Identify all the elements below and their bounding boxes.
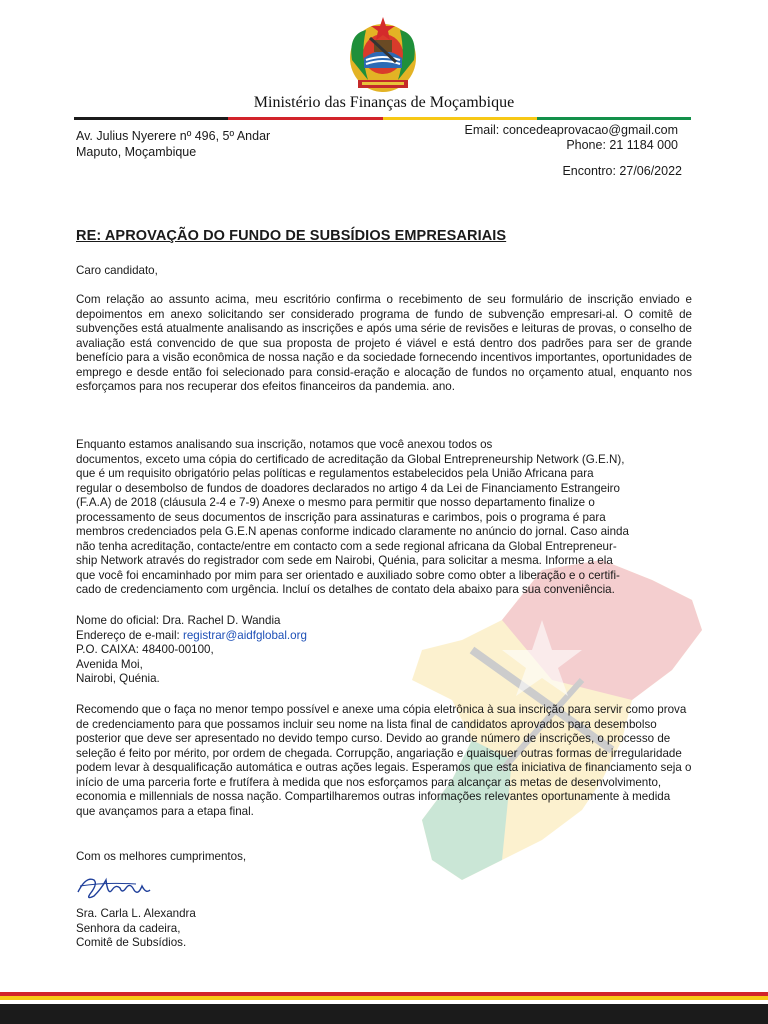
contact-email: Email: concedeaprovacao@gmail.com xyxy=(464,123,678,137)
letter-date: Encontro: 27/06/2022 xyxy=(562,164,682,178)
paragraph-line: membros credenciados pela G.E.N apenas conforme indicado claramente no anúncio do jornal. Caso ainda xyxy=(76,525,629,538)
official-po-box: P.O. CAIXA: 48400-00100, xyxy=(76,643,214,656)
header-color-rule xyxy=(74,117,691,120)
paragraph-accreditation xyxy=(76,438,692,598)
official-contact-block xyxy=(76,614,692,687)
paragraph-line: regular o desembolso de fundos de doadores declarados no artigo 4 da Lei de Financiamento Estrangeiro xyxy=(76,481,620,495)
handwritten-signature xyxy=(76,866,156,904)
contact-info xyxy=(465,123,678,153)
address-line-2: Maputo, Moçambique xyxy=(76,145,197,159)
address-line-1: Av. Julius Nyerere nº 496, 5º Andar xyxy=(76,129,271,143)
paragraph-line: Enquanto estamos analisando sua inscrição, notamos que você anexou todos os xyxy=(76,438,493,451)
ministry-title: Ministério das Finanças de Moçambique xyxy=(253,94,515,111)
paragraph-intro: Com relação ao assunto acima, meu escritório confirma o recebimento de seu formulário de inscrição enviado e depoimentos em anexo solicitando ser considerado programa de fundo de subvenção empresari-al. O comitê de subvenções está atualmente analisando as inscrições e após uma série de revisões e leituras de provas, o conselho de avaliação está convencido de que sua proposta de projeto é viável e está dentro dos padrões para ser de grande benefício para a visão econômica de nossa nação e da sociedade fornecendo incentivos importantes, oportunidades de emprego e desde então foi selecionado para consid-eração e alocação de fundos no orçamento atual, enquanto nos esforçamos para nos recuperar dos efeitos financeiros da pandemia. ano. xyxy=(76,293,692,393)
official-email-row xyxy=(76,629,692,644)
closing-salutation: Com os melhores cumprimentos, xyxy=(76,850,247,863)
sender-address xyxy=(76,128,270,160)
paragraph-line: documentos, exceto uma cópia do certificado de acreditação da Global Entrepreneurship Network (G.E.N), xyxy=(76,452,625,466)
signer-title: Senhora da cadeira, xyxy=(76,921,181,935)
paragraph-line: (F.A.A) de 2018 (cláusula 2-4 e 7-9) Anexe o mesmo para permitir que nosso departamento finalize o xyxy=(76,496,595,509)
official-city: Nairobi, Quénia. xyxy=(76,672,160,685)
paragraph-line: ship Network através do registrador com sede em Nairobi, Quénia, para solicitar a mesma. Informe a ela xyxy=(76,554,613,567)
paragraph-line: processamento de seus documentos de inscrição para assinaturas e carimbos, pois o programa é para xyxy=(76,510,606,524)
greeting: Caro candidato, xyxy=(76,264,158,277)
contact-phone: Phone: 21 1184 000 xyxy=(566,138,678,152)
signer-name: Sra. Carla L. Alexandra xyxy=(76,907,196,920)
official-email-link[interactable]: registrar@aidfglobal.org xyxy=(182,628,307,642)
paragraph-line: que é um requisito obrigatório pelas políticas e regulamentos estabelecidos pela União Africana para xyxy=(76,467,594,480)
official-avenue: Avenida Moi, xyxy=(76,657,143,671)
coat-of-arms-emblem xyxy=(344,14,422,96)
official-email-label: Endereço de e-mail: xyxy=(76,628,183,642)
letter-subject: RE: APROVAÇÃO DO FUNDO DE SUBSÍDIOS EMPRESARIAIS xyxy=(76,228,507,244)
signer-block xyxy=(76,907,692,951)
paragraph-line: não tenha acreditação, contacte/entre em contacto com a sede regional africana da Global Entrepreneur- xyxy=(76,539,617,553)
paragraph-recommendation: Recomendo que o faça no menor tempo possível e anexe uma cópia eletrônica à sua inscrição para servir como prova de credenciamento para que possamos incluir seu nome na lista final de candidatos aprovados para desembolso posterior que deve ser apresentado no devido tempo curso. Devido ao grande número de inscrições, o processo de seleção é feito por mérito, por ordem de chegada. Corrupção, angariação e quaisquer outras formas de irregularidade podem levar à desqualificação automática e outras ações legais. Esperamos que esta iniciativa de financiamento seja o início de uma parceria forte e frutífera à medida que nos esforçamos para alcançar as metas de desenvolvimento, economia e millennials de nossa nação. Compartilharemos outras informações relevantes oportunamente à medida que avançamos para a etapa final. xyxy=(76,703,692,818)
paragraph-line: que você foi encaminhado por mim para ser orientado e auxiliado sobre como obter a liberação e o certifi- xyxy=(76,568,620,582)
official-name: Nome do oficial: Dra. Rachel D. Wandia xyxy=(76,614,281,627)
signer-org: Comitê de Subsídios. xyxy=(76,936,187,949)
paragraph-line: cado de credenciamento com urgência. Incluí os detalhes de contato dela abaixo para sua conveniência. xyxy=(76,583,615,596)
footer-color-bands xyxy=(0,992,768,1024)
